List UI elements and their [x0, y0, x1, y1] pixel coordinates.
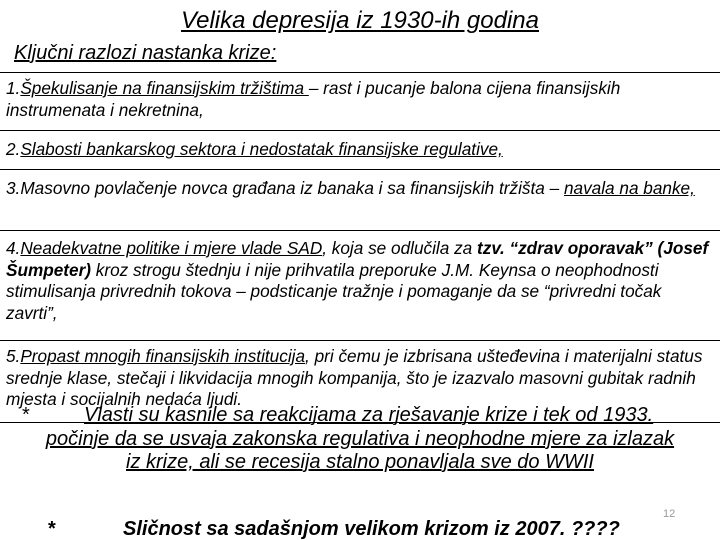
item-underlined-text: navala na banke,	[563, 178, 695, 198]
slide-title: Velika depresija iz 1930-ih godina	[180, 7, 539, 34]
item-number: 4.	[6, 238, 21, 258]
item-text: , pri čemu je izbrisana ušteđevina i materijalni status srednje klase, stečaji i likvidacija mnogih kompanija, što je izazvalo masovni gubitak radnih mjesta i socijalnih nedaća ljudi.	[6, 346, 703, 409]
note-bullet: *	[22, 404, 30, 426]
divider	[0, 130, 720, 131]
list-item-3	[6, 178, 714, 200]
list-item-1	[6, 78, 714, 121]
divider	[0, 169, 720, 170]
page-number: 12	[663, 508, 676, 520]
item-underlined-text: Neadekvatne politike i mjere vlade SAD	[20, 238, 323, 258]
note-line: iz krize, ali se recesija stalno ponavljala sve do WWII	[126, 451, 594, 473]
divider	[0, 230, 720, 231]
divider	[0, 72, 720, 73]
note-2	[48, 518, 620, 540]
item-number: 2.	[6, 139, 21, 159]
item-text: Masovno povlačenje novca građana iz banaka i sa finansijskih tržišta –	[20, 178, 564, 198]
item-bold-text: tzv. “zdrav oporavak” (Josef Šumpeter)	[6, 238, 709, 280]
note-line: počinje da se usvaja zakonska regulativa i neophodne mjere za izlazak	[45, 427, 675, 450]
note-1	[6, 404, 714, 475]
item-number: 1.	[6, 78, 21, 98]
divider	[0, 340, 720, 341]
list-item-4	[6, 238, 714, 324]
item-text: , koja se odlučila za	[322, 238, 478, 258]
section-subtitle: Ključni razlozi nastanka krize:	[14, 42, 277, 64]
item-underlined-text: Špekulisanje na finansijskim tržištima	[20, 78, 309, 98]
note-bullet: *	[48, 518, 56, 540]
item-text: kroz strogu štednju i nije prihvatila preporuke J.M. Keynsa o neophodnosti stimulisanja privrednih tokova – podsticanje tražnje i pomaganje da se “privredni točak zavrti”,	[6, 259, 662, 323]
list-item-2	[6, 139, 714, 161]
note-line-text: Vlasti su kasnile sa reakcijama za rješavanje krize i tek od 1933.	[84, 404, 654, 426]
item-text: – rast i pucanje balona cijena finansijskih instrumenata i nekretnina,	[6, 78, 621, 120]
note-line	[6, 404, 714, 428]
item-number: 5.	[6, 346, 21, 366]
item-number: 3.	[6, 178, 21, 198]
item-underlined-text: Slabosti bankarskog sektora i nedostatak finansijske regulative,	[20, 139, 503, 159]
item-underlined-text: Propast mnogih finansijskih institucija	[20, 346, 306, 366]
note-text: Sličnost sa sadašnjom velikom krizom iz 2007. ????	[123, 518, 620, 540]
list-item-5	[6, 346, 714, 411]
